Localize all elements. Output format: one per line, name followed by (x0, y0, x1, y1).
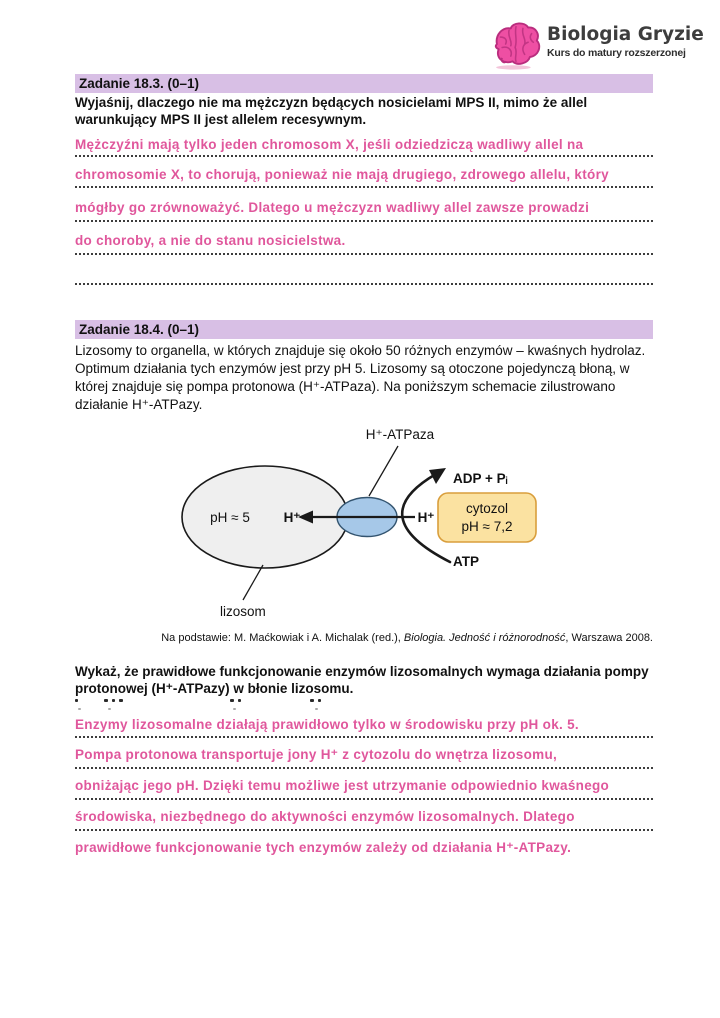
answer-text: do choroby, a nie do stanu nosicielstwa. (75, 233, 346, 248)
answer-text: mógłby go zrównoważyć. Dlatego u mężczyzn wadliwy allel zawsze prowadzi (75, 200, 590, 215)
task-18-4-question: Wykaż, że prawidłowe funkcjonowanie enzymów lizosomalnych wymaga działania pompy protonowej (H⁺-ATPazy) w błonie lizosomu. (75, 664, 649, 696)
task-18-4-intro: Lizosomy to organella, w których znajduje się około 50 różnych enzymów – kwaśnych hydrolaz. Optimum działania tych enzymów jest przy pH 5. Lizosomy są otoczone pojedynczą błoną, w której znajduje się pompa protonowa (H⁺-ATPaza). Na poniższym schemacie zilustrowano działanie H⁺-ATPazy. (75, 343, 646, 412)
source-prefix: Na podstawie: M. Maćkowiak i A. Michalak (red.), (161, 632, 404, 644)
answer-line (75, 157, 653, 188)
answer-text: obniżając jego pH. Dzięki temu możliwe jest utrzymanie odpowiednio kwaśnego (75, 778, 610, 793)
task-18-3-question: Wyjaśnij, dlaczego nie ma mężczyzn będących nosicielami MPS II, mimo że allel warunkujący MPS II jest allelem recesywnym. (75, 95, 588, 127)
answer-line (75, 831, 653, 862)
lysosome-ph-label: pH ≈ 5 (210, 510, 250, 525)
answer-line (75, 800, 653, 831)
brand-subtitle: Kurs do matury rozszerzonej (547, 47, 686, 59)
source-title: Biologia. Jedność i różnorodność (403, 632, 566, 644)
h-plus-inside: H⁺ (283, 510, 301, 525)
answer-text: Mężczyźni mają tylko jeden chromosom X, jeśli odziedziczą wadliwy allel na (75, 137, 584, 152)
answer-line (75, 769, 653, 800)
task-18-3-header: Zadanie 18.3. (0–1) (75, 74, 653, 93)
task-18-4-header: Zadanie 18.4. (0–1) (75, 320, 653, 339)
answer-line (75, 222, 653, 255)
answer-text: środowiska, niezbędnego do aktywności enzymów lizosomalnych. Dlatego (75, 809, 575, 824)
answer-line-empty (75, 255, 653, 285)
answer-line (75, 125, 653, 157)
source-suffix: , Warszawa 2008. (565, 632, 653, 644)
answer-text: Pompa protonowa transportuje jony H⁺ z cytozolu do wnętrza lizosomu, (75, 747, 558, 762)
cytosol-label-line2: pH ≈ 7,2 (461, 519, 513, 534)
brand-title: Biologia Gryzie (547, 24, 704, 45)
lysosome-proton-pump-diagram (170, 424, 560, 624)
answer-text: Enzymy lizosomalne działają prawidłowo tylko w środowisku przy pH ok. 5. (75, 717, 579, 732)
h-plus-outside: H⁺ (417, 510, 435, 525)
atp-label: ATP (453, 554, 479, 569)
cytosol-label-line1: cytozol (465, 501, 509, 516)
answer-text: prawidłowe funkcjonowanie tych enzymów zależy od działania H⁺-ATPazy. (75, 840, 572, 855)
answer-line (75, 188, 653, 222)
adp-label: ADP + Pᵢ (453, 471, 508, 486)
source-citation (93, 632, 653, 644)
lysosome-caption: lizosom (220, 604, 266, 619)
task-18-3-answer-area (75, 125, 653, 285)
pump-label: H⁺-ATPaza (365, 427, 435, 442)
answer-text: chromosomie X, to chorują, ponieważ nie mają drugiego, zdrowego allelu, który (75, 167, 609, 182)
task-18-4-answer-area (75, 710, 653, 862)
brand-logo (490, 16, 705, 70)
brain-icon (490, 18, 542, 70)
answer-line (75, 738, 653, 769)
answer-line (75, 710, 653, 738)
